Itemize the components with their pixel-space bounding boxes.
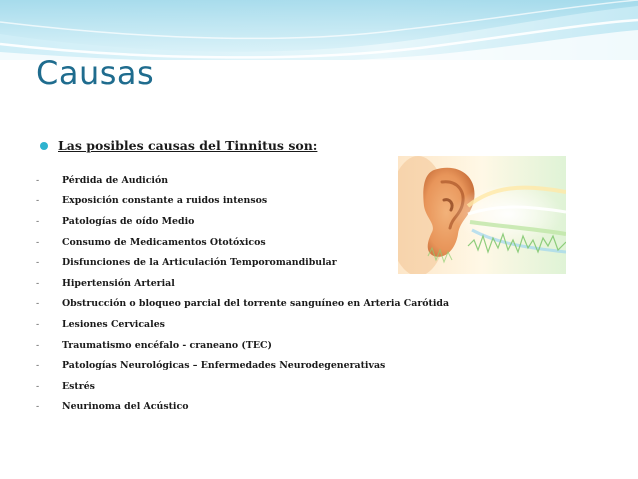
ear-sound-image bbox=[398, 156, 566, 274]
list-item bbox=[36, 211, 449, 232]
intro-line bbox=[40, 138, 317, 153]
list-item-text: Patologías Neurológicas – Enfermedades Neurodegenerativas bbox=[62, 360, 386, 372]
list-item bbox=[36, 355, 449, 376]
list-item bbox=[36, 252, 449, 273]
list-item-text: Lesiones Cervicales bbox=[62, 318, 165, 330]
list-item-text: Estrés bbox=[62, 380, 95, 392]
dash-marker: - bbox=[36, 174, 40, 186]
header-wave-band bbox=[0, 0, 638, 60]
dash-marker: - bbox=[36, 298, 40, 310]
list-item-text: Consumo de Medicamentos Ototóxicos bbox=[62, 236, 266, 248]
list-item bbox=[36, 314, 449, 335]
list-item-text: Traumatismo encéfalo - craneano (TEC) bbox=[62, 339, 272, 351]
list-item bbox=[36, 170, 449, 191]
dash-marker: - bbox=[36, 277, 40, 289]
list-item-text: Obstrucción o bloqueo parcial del torrente sanguíneo en Arteria Carótida bbox=[62, 298, 450, 310]
list-item-text: Patologías de oído Medio bbox=[62, 215, 195, 227]
list-item-text: Disfunciones de la Articulación Temporomandibular bbox=[62, 257, 337, 269]
dash-marker: - bbox=[36, 257, 40, 269]
dash-marker: - bbox=[36, 401, 40, 413]
list-item bbox=[36, 397, 449, 418]
list-item bbox=[36, 273, 449, 294]
dash-marker: - bbox=[36, 215, 40, 227]
list-item bbox=[36, 335, 449, 356]
causes-list bbox=[36, 170, 449, 417]
dash-marker: - bbox=[36, 380, 40, 392]
bullet-circle-icon bbox=[40, 142, 48, 150]
ear-sound-waves-icon bbox=[398, 156, 566, 274]
dash-marker: - bbox=[36, 195, 40, 207]
list-item bbox=[36, 232, 449, 253]
list-item-text: Exposición constante a ruidos intensos bbox=[62, 195, 268, 207]
header-wave-graphic bbox=[0, 0, 638, 60]
list-item bbox=[36, 376, 449, 397]
slide-title: Causas bbox=[36, 54, 155, 92]
dash-marker: - bbox=[36, 360, 40, 372]
list-item bbox=[36, 191, 449, 212]
list-item bbox=[36, 294, 449, 315]
dash-marker: - bbox=[36, 236, 40, 248]
dash-marker: - bbox=[36, 339, 40, 351]
intro-text: Las posibles causas del Tinnitus son: bbox=[58, 138, 318, 153]
list-item-text: Neurinoma del Acústico bbox=[62, 401, 189, 413]
list-item-text: Hipertensión Arterial bbox=[62, 277, 175, 289]
list-item-text: Pérdida de Audición bbox=[62, 174, 169, 186]
dash-marker: - bbox=[36, 318, 40, 330]
